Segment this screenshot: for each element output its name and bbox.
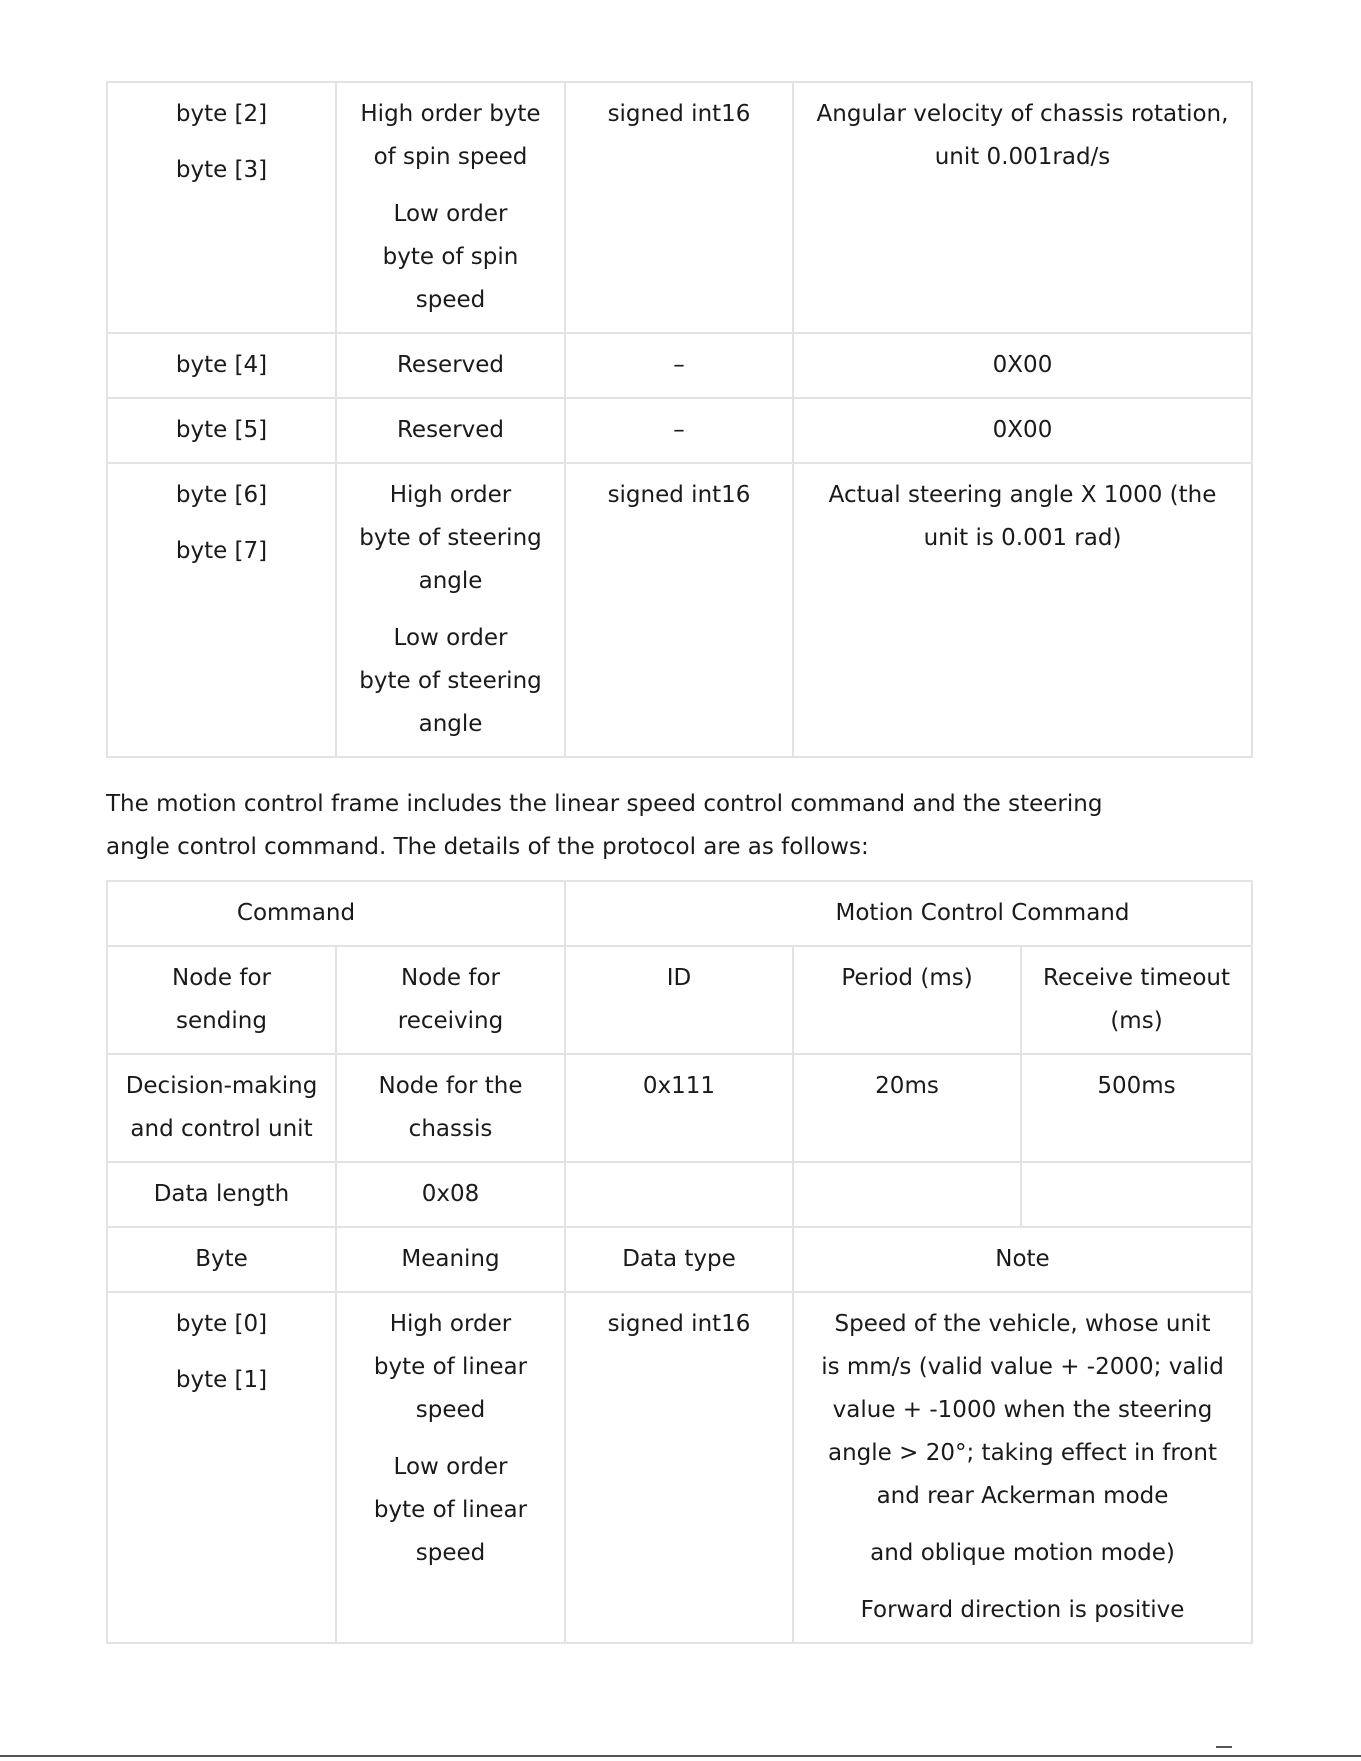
type-cell	[565, 1292, 793, 1643]
meaning-line: High order	[389, 482, 512, 508]
empty-cell	[565, 1162, 793, 1227]
table-row	[107, 1162, 1252, 1227]
column-header: Meaning	[401, 1246, 500, 1272]
info-period-cell	[793, 1054, 1021, 1162]
byte-cell	[107, 398, 336, 463]
meaning-line: byte of steering	[359, 525, 542, 551]
column-header: Data type	[622, 1246, 736, 1272]
data-type: –	[673, 417, 685, 443]
info-line: chassis	[408, 1116, 493, 1142]
note-line: and rear Ackerman mode	[876, 1483, 1169, 1509]
note-line: 0X00	[992, 417, 1053, 443]
header-line: (ms)	[1110, 1008, 1163, 1034]
note-line: Actual steering angle X 1000 (the	[828, 482, 1217, 508]
header-period-cell	[793, 946, 1021, 1054]
meaning-line: Low order	[393, 1454, 508, 1480]
meaning-cell	[336, 398, 565, 463]
byte-cell	[107, 333, 336, 398]
meaning-line: Reserved	[396, 352, 505, 378]
byte-label: byte [4]	[175, 352, 268, 378]
command-value-cell	[565, 881, 1252, 946]
meaning-line: High order byte	[360, 101, 541, 127]
byte-label: byte [7]	[175, 538, 268, 564]
note-line: value + -1000 when the steering	[832, 1397, 1213, 1423]
table-row	[107, 946, 1252, 1054]
header-timeout-cell	[1021, 946, 1252, 1054]
info-id-cell	[565, 1054, 793, 1162]
header-send-cell	[107, 946, 336, 1054]
col-header-byte	[107, 1227, 336, 1292]
header-line: Node for	[401, 965, 500, 991]
note-line: unit is 0.001 rad)	[923, 525, 1122, 551]
info-line: and control unit	[130, 1116, 313, 1142]
meaning-line: speed	[415, 287, 486, 313]
table-row	[107, 1054, 1252, 1162]
byte-cell	[107, 1292, 336, 1643]
paragraph-line: angle control command. The details of the protocol are as follows:	[106, 834, 869, 860]
byte-cell	[107, 82, 336, 333]
type-cell	[565, 463, 793, 757]
table-row	[107, 463, 1252, 757]
info-recv-cell	[336, 1054, 565, 1162]
length-value-cell	[336, 1162, 565, 1227]
data-type: signed int16	[607, 101, 751, 127]
header-id-cell	[565, 946, 793, 1054]
header-recv-cell	[336, 946, 565, 1054]
meaning-line: byte of linear	[373, 1497, 528, 1523]
note-cell	[793, 82, 1252, 333]
data-type: signed int16	[607, 1311, 751, 1337]
table-row	[107, 82, 1252, 333]
data-type: –	[673, 352, 685, 378]
empty-cell	[793, 1162, 1021, 1227]
note-cell	[793, 333, 1252, 398]
meaning-line: angle	[418, 568, 483, 594]
note-cell	[793, 1292, 1252, 1643]
type-cell	[565, 82, 793, 333]
byte-label: byte [0]	[175, 1311, 268, 1337]
data-type: signed int16	[607, 482, 751, 508]
byte-label: byte [2]	[175, 101, 268, 127]
command-value: Motion Control Command	[835, 900, 1130, 926]
note-cell	[793, 398, 1252, 463]
info-timeout-cell	[1021, 1054, 1252, 1162]
info-line: 500ms	[1097, 1073, 1176, 1099]
empty-cell	[1021, 1162, 1252, 1227]
page-bottom-rule	[0, 1755, 1361, 1757]
byte-label: byte [6]	[175, 482, 268, 508]
type-cell	[565, 333, 793, 398]
note-line: Angular velocity of chassis rotation,	[816, 101, 1229, 127]
note-line: and oblique motion mode)	[870, 1540, 1175, 1566]
info-line: Node for the	[378, 1073, 523, 1099]
meaning-line: speed	[415, 1397, 486, 1423]
meaning-line: Low order	[393, 625, 508, 651]
info-line: Decision-making	[125, 1073, 318, 1099]
paragraph-line: The motion control frame includes the linear speed control command and the steering	[106, 791, 1103, 817]
table-row	[107, 1227, 1252, 1292]
col-header-meaning	[336, 1227, 565, 1292]
byte-label: byte [1]	[175, 1367, 268, 1393]
col-header-type	[565, 1227, 793, 1292]
note-line: unit 0.001rad/s	[934, 144, 1111, 170]
motion-control-table	[106, 880, 1253, 1644]
header-line: receiving	[397, 1008, 504, 1034]
page-corner-mark	[1216, 1746, 1232, 1748]
meaning-line: High order	[389, 1311, 512, 1337]
meaning-line: byte of spin	[382, 244, 519, 270]
length-label-cell	[107, 1162, 336, 1227]
meaning-line: byte of steering	[359, 668, 542, 694]
header-line: sending	[176, 1008, 267, 1034]
command-label: Command	[236, 900, 356, 926]
meaning-line: Low order	[393, 201, 508, 227]
column-header: Note	[995, 1246, 1050, 1272]
info-send-cell	[107, 1054, 336, 1162]
header-line: Period (ms)	[841, 965, 973, 991]
header-line: ID	[666, 965, 692, 991]
header-line: Receive timeout	[1043, 965, 1230, 991]
byte-table-continued	[106, 81, 1253, 758]
byte-label: byte [3]	[175, 157, 268, 183]
meaning-line: byte of linear	[373, 1354, 528, 1380]
meaning-cell	[336, 1292, 565, 1643]
meaning-cell	[336, 333, 565, 398]
meaning-line: speed	[415, 1540, 486, 1566]
protocol-description	[106, 783, 1266, 869]
note-line: is mm/s (valid value + -2000; valid	[821, 1354, 1224, 1380]
length-value: 0x08	[421, 1181, 480, 1207]
note-line: Forward direction is positive	[860, 1597, 1185, 1623]
type-cell	[565, 398, 793, 463]
note-cell	[793, 463, 1252, 757]
column-header: Byte	[195, 1246, 248, 1272]
table-row	[107, 1292, 1252, 1643]
meaning-line: of spin speed	[373, 144, 528, 170]
note-line: 0X00	[992, 352, 1053, 378]
note-line: angle > 20°; taking effect in front	[828, 1440, 1217, 1466]
info-line: 20ms	[875, 1073, 939, 1099]
table-row	[107, 333, 1252, 398]
meaning-line: Reserved	[396, 417, 505, 443]
table-row	[107, 398, 1252, 463]
table-row	[107, 881, 1252, 946]
byte-cell	[107, 463, 336, 757]
meaning-line: angle	[418, 711, 483, 737]
note-line: Speed of the vehicle, whose unit	[834, 1311, 1211, 1337]
meaning-cell	[336, 82, 565, 333]
header-line: Node for	[172, 965, 271, 991]
byte-label: byte [5]	[175, 417, 268, 443]
info-line: 0x111	[642, 1073, 716, 1099]
command-label-cell	[107, 881, 565, 946]
col-header-note	[793, 1227, 1252, 1292]
meaning-cell	[336, 463, 565, 757]
length-label: Data length	[153, 1181, 290, 1207]
